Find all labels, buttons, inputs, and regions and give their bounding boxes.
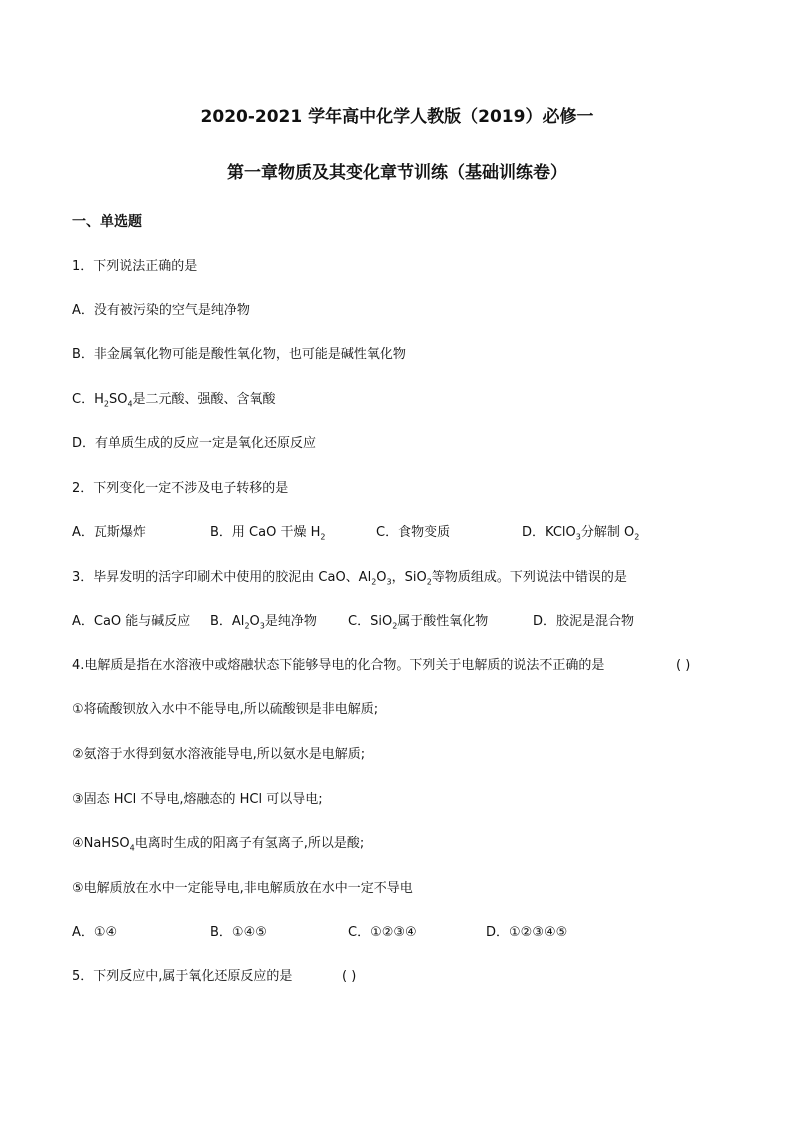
q1-option-a: A．没有被污染的空气是纯净物 <box>72 303 250 318</box>
q2-stem: 2．下列变化一定不涉及电子转移的是 <box>72 481 289 496</box>
q4-stem: 4.电解质是指在水溶液中或熔融状态下能够导电的化合物。下列关于电解质的说法不正确的是 <box>72 658 605 673</box>
q5-stem: 5．下列反应中,属于氧化还原反应的是 <box>72 969 293 984</box>
q3-option-a: A．CaO 能与碱反应 <box>72 614 191 629</box>
q4-statement-4: ④NaHSO$_4$电离时生成的阳离子有氢离子,所以是酸; <box>72 836 365 853</box>
q4-answer-blank: ( ) <box>676 658 691 673</box>
q3-option-c: C．SiO$_2$属于酸性氧化物 <box>348 614 489 631</box>
q5-answer-blank: ( ) <box>342 969 357 984</box>
document-title-line1: 2020-2021 学年高中化学人教版（2019）必修一 <box>200 107 594 127</box>
q4-option-a: A．①④ <box>72 925 118 940</box>
q3-stem: 3．毕昇发明的活字印刷术中使用的胶泥由 CaO、$Al_2O_3$，SiO$_2$等物质组成。下列说法中错误的是 <box>72 570 627 587</box>
q4-statement-3: ③固态 HCl 不导电,熔融态的 HCl 可以导电; <box>72 792 323 807</box>
q4-statement-5: ⑤电解质放在水中一定能导电,非电解质放在水中一定不导电 <box>72 881 413 896</box>
q4-option-c: C．①②③④ <box>348 925 417 940</box>
q1-option-b: B．非金属氧化物可能是酸性氧化物，也可能是碱性氧化物 <box>72 347 406 362</box>
q4-statement-2: ②氨溶于水得到氨水溶液能导电,所以氨水是电解质; <box>72 747 366 762</box>
q4-option-b: B．①④⑤ <box>210 925 267 940</box>
q1-option-d: D．有单质生成的反应一定是氧化还原反应 <box>72 436 317 451</box>
q1-stem: 1．下列说法正确的是 <box>72 259 198 274</box>
document-title-line2: 第一章物质及其变化章节训练（基础训练卷） <box>227 163 567 183</box>
section-heading: 一、单选题 <box>72 214 142 230</box>
q2-option-c: C．食物变质 <box>376 525 451 540</box>
q2-option-d: D．KClO$_3$分解制 $O_2$ <box>522 525 640 542</box>
q3-option-d: D．胶泥是混合物 <box>533 614 635 629</box>
q4-option-d: D．①②③④⑤ <box>486 925 568 940</box>
q3-option-b: B．$Al_2O_3$是纯净物 <box>210 614 317 631</box>
q2-option-a: A．瓦斯爆炸 <box>72 525 146 540</box>
q1-option-c: C．$H_2SO_4$是二元酸、强酸、含氧酸 <box>72 392 276 409</box>
q2-option-b: B．用 CaO 干燥 $H_2$ <box>210 525 326 542</box>
q4-statement-1: ①将硫酸钡放入水中不能导电,所以硫酸钡是非电解质; <box>72 702 379 717</box>
